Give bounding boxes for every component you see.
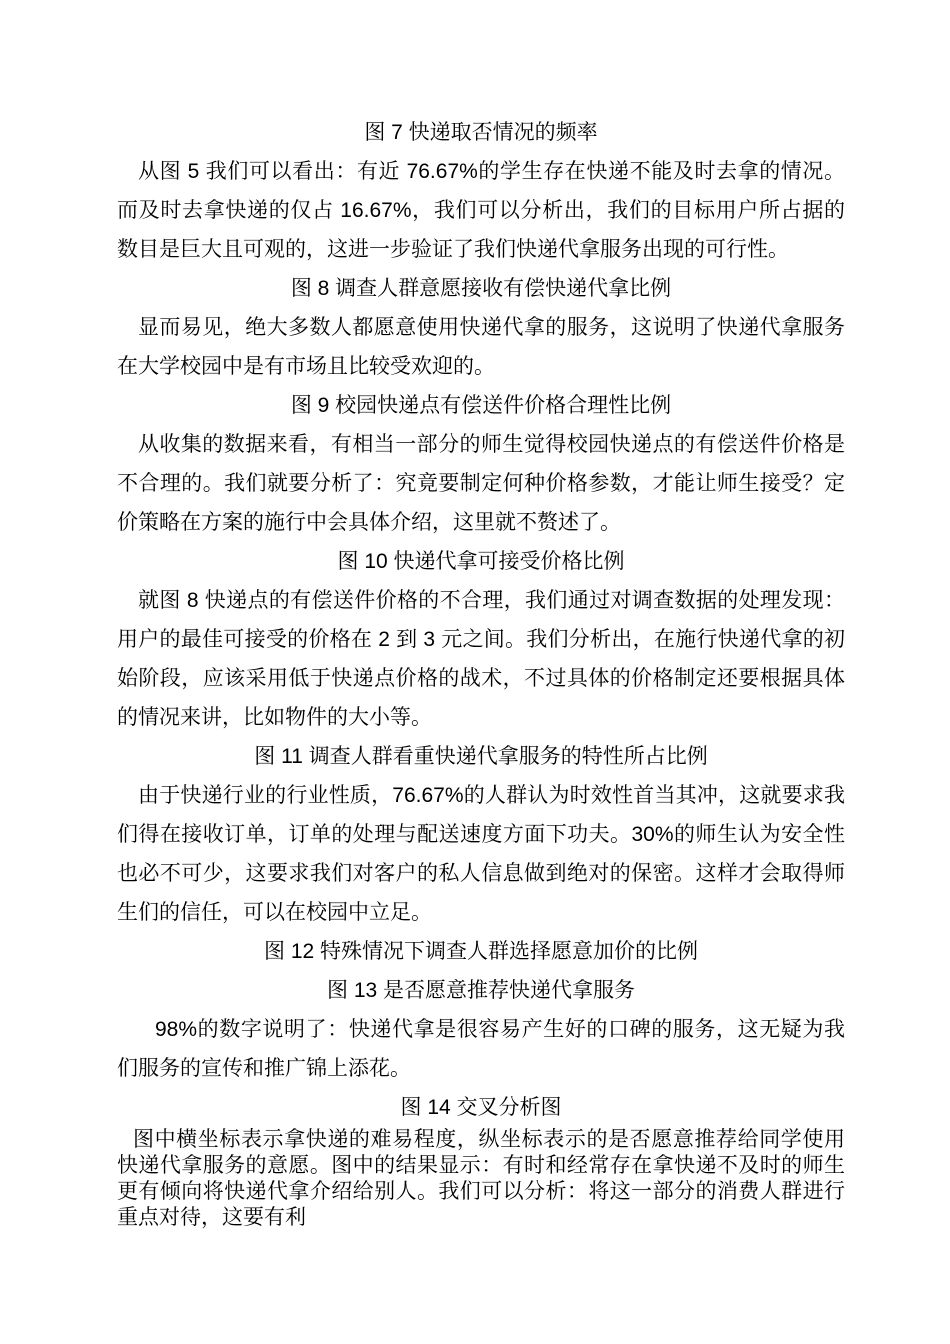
cross-analysis-paragraph: 图中横坐标表示拿快递的难易程度，纵坐标表示的是否愿意推荐给同学使用快递代拿服务的意愿。图中的结果显示：有时和经常存在拿快递不及时的师生更有倾向将快递代拿介绍给别人。我们可以分析：将这一部分的消费人群进行重点对待，这要有利 [117, 1128, 845, 1229]
recommendation-paragraph: 98%的数字说明了：快递代拿是很容易产生好的口碑的服务，这无疑为我们服务的宣传和推广锦上添花。 [117, 1018, 845, 1080]
acceptable-price-paragraph: 就图 8 快递点的有偿送件价格的不合理，我们通过对调查数据的处理发现：用户的最佳可接受的价格在 2 到 3 元之间。我们分析出，在施行快递代拿的初始阶段，应该采用低于快递点价格的战术，不过具体的价格制定还要根据具体的情况来讲，比如物件的大小等。 [117, 589, 845, 729]
figure13-caption: 图 13 是否愿意推荐快递代拿服务 [326, 979, 636, 1002]
figure14-caption: 图 14 交叉分析图 [400, 1096, 562, 1119]
figure11-caption: 图 11 调查人群看重快递代拿服务的特性所占比例 [254, 745, 708, 768]
price-reasonableness-paragraph: 从收集的数据来看，有相当一部分的师生觉得校园快递点的有偿送件价格是不合理的。我们就要分析了：究竟要制定何种价格参数，才能让师生接受？定价策略在方案的施行中会具体介绍，这里就不赘述了。 [117, 433, 845, 534]
figure9-caption: 图 9 校园快递点有偿送件价格合理性比例 [290, 394, 672, 417]
figure12-caption: 图 12 特殊情况下调查人群选择愿意加价的比例 [263, 940, 699, 963]
service-features-paragraph: 由于快递行业的行业性质，76.67%的人群认为时效性首当其冲，这就要求我们得在接收订单，订单的处理与配送速度方面下功夫。30%的师生认为安全性也必不可少，这要求我们对客户的私人信息做到绝对的保密。这样才会取得师生们的信任，可以在校园中立足。 [117, 784, 845, 924]
figure10-caption: 图 10 快递代拿可接受价格比例 [337, 550, 625, 573]
pickup-timeliness-paragraph: 从图 5 我们可以看出：有近 76.67%的学生存在快递不能及时去拿的情况。而及时去拿快递的仅占 16.67%，我们可以分析出，我们的目标用户所占据的数目是巨大且可观的，这进一步验证了我们快递代拿服务出现的可行性。 [117, 160, 845, 261]
acceptance-willingness-paragraph: 显而易见，绝大多数人都愿意使用快递代拿的服务，这说明了快递代拿服务在大学校园中是有市场且比较受欢迎的。 [117, 316, 845, 378]
figure8-caption: 图 8 调查人群意愿接收有偿快递代拿比例 [290, 277, 672, 300]
figure7-caption: 图 7 快递取否情况的频率 [364, 121, 598, 144]
